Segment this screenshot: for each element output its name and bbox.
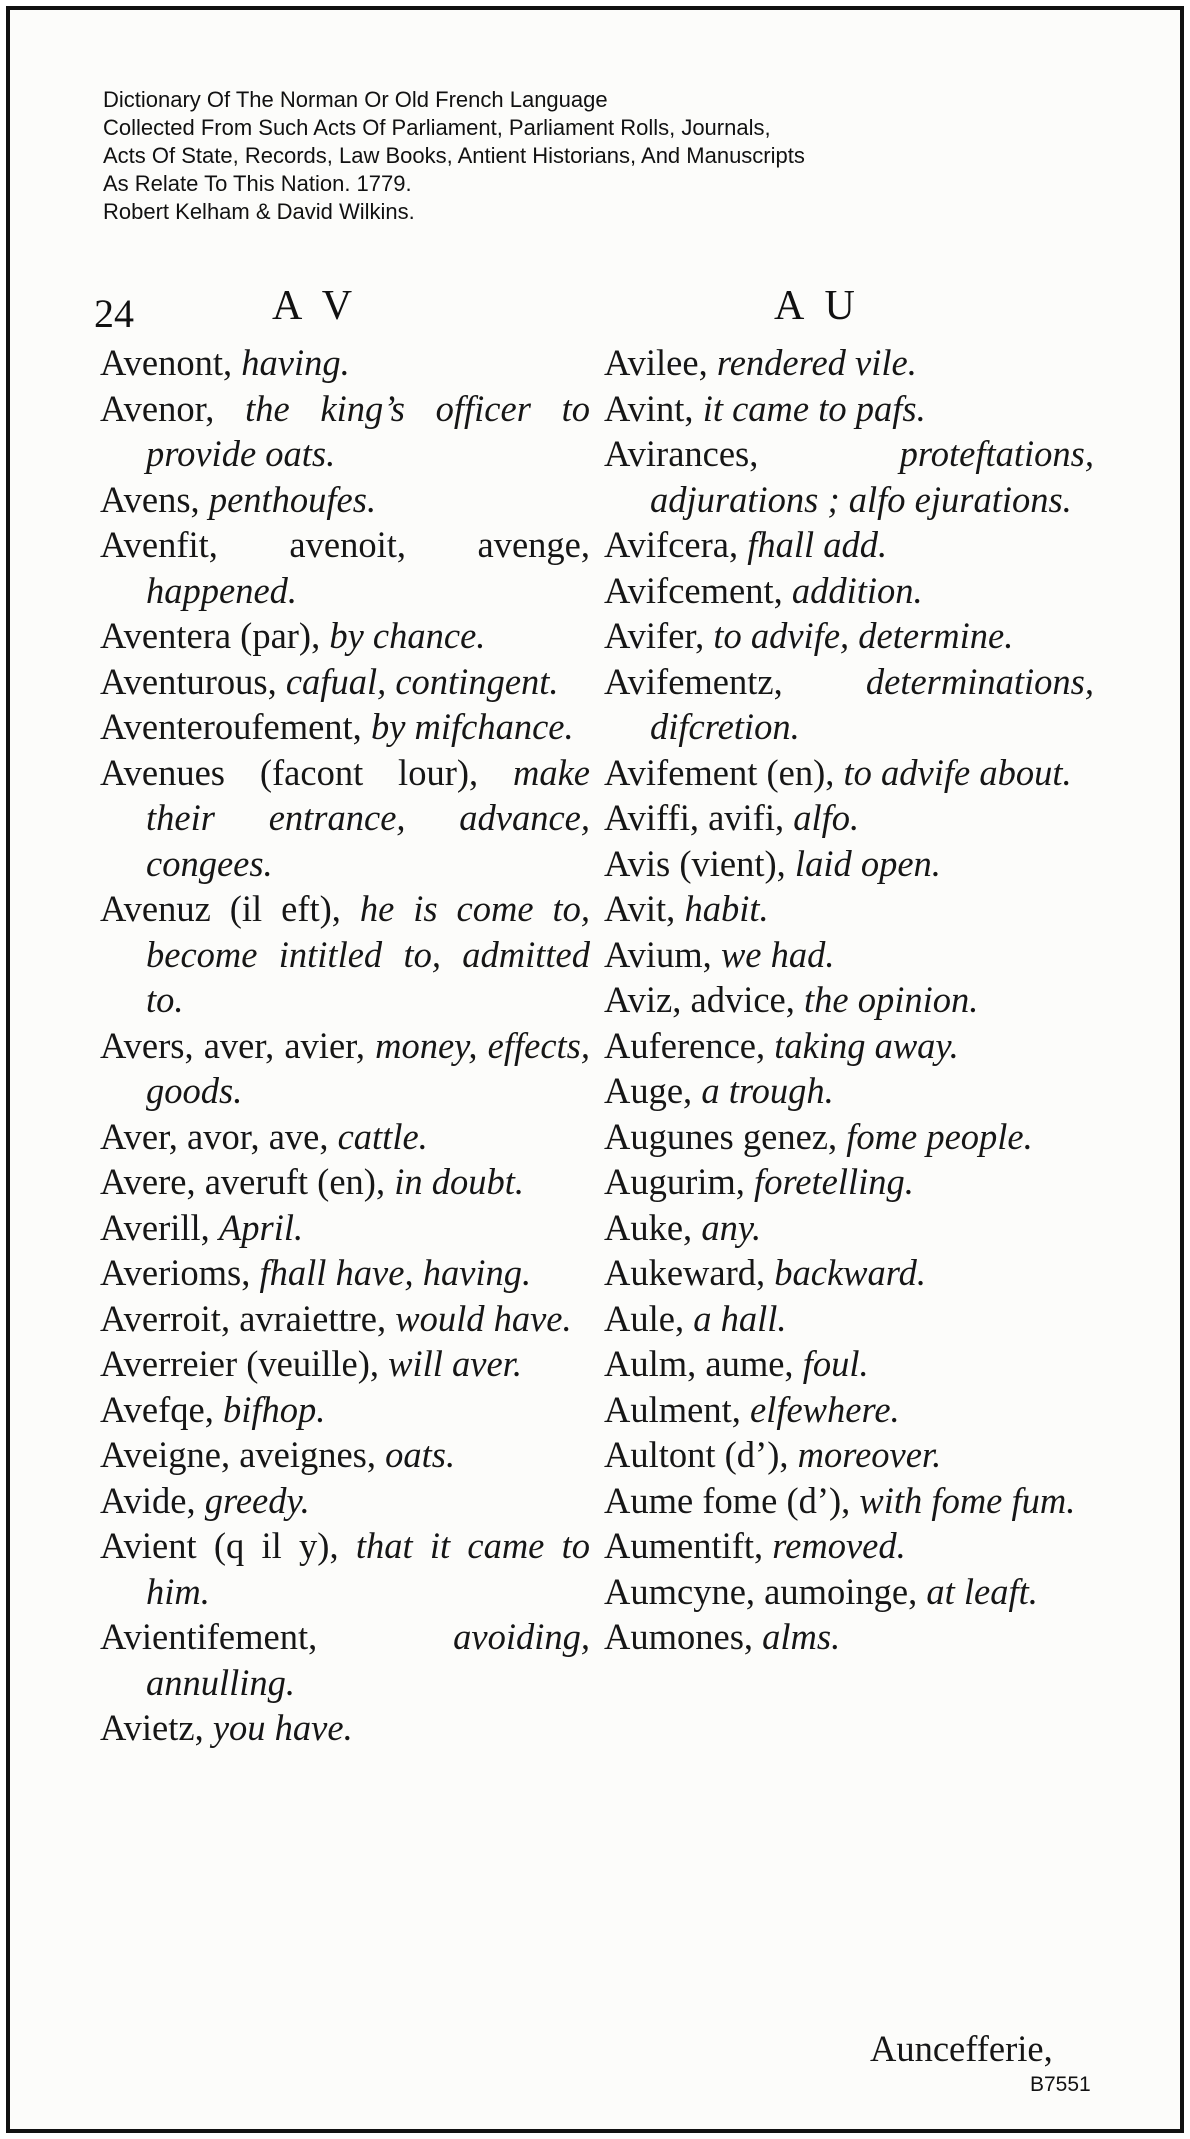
entry-definition: happened. (146, 569, 298, 611)
running-head-left: A V (272, 283, 359, 329)
dictionary-entry (604, 1523, 1094, 1569)
dictionary-entry (604, 795, 1094, 841)
header-subtitle-line-1: Collected From Such Acts Of Parliament, Parliament Rolls, Journals, (103, 115, 771, 140)
entry-term: Averill, (100, 1206, 210, 1248)
entry-definition: a hall. (693, 1297, 787, 1339)
entry-term: Augurim, (604, 1161, 745, 1202)
dictionary-entry (100, 1523, 590, 1614)
dictionary-entry (604, 1068, 1094, 1114)
entry-definition: you have. (212, 1707, 353, 1748)
dictionary-entry (100, 886, 590, 1023)
dictionary-entry (100, 1478, 590, 1524)
entry-definition: April. (218, 1206, 304, 1248)
entry-term: Avit, (604, 888, 676, 929)
dictionary-entry (604, 1478, 1094, 1524)
entry-term: Aultont (d’), (604, 1434, 789, 1475)
entry-definition: the king’s officer to provide oats. (146, 387, 590, 474)
entry-term: Avenont, (100, 342, 233, 383)
entry-definition: at leaft. (926, 1570, 1038, 1612)
entry-definition: in doubt. (394, 1161, 524, 1202)
entry-definition: alfo. (793, 797, 860, 838)
dictionary-entry (100, 704, 590, 750)
entry-term: Avenfit, avenoit, avenge, (100, 524, 590, 565)
dictionary-entry (100, 659, 590, 705)
entry-definition: fome people. (846, 1115, 1033, 1157)
dictionary-entry (604, 522, 1094, 568)
entry-term: Auke, (604, 1206, 693, 1248)
entry-definition: foul. (802, 1343, 869, 1384)
entry-definition: fhall add. (747, 524, 888, 565)
entry-definition: by chance. (329, 615, 486, 656)
page-number: 24 (94, 291, 134, 336)
dictionary-entry (100, 750, 590, 887)
dictionary-entry (604, 340, 1094, 386)
entry-definition: proteftations, adjurations ; alfo ejurations. (650, 433, 1094, 520)
dictionary-entry (604, 568, 1094, 614)
header-subtitle-line-3: As Relate To This Nation. 1779. (103, 171, 412, 196)
entry-term: Auference, (604, 1024, 766, 1066)
dictionary-entry (604, 1023, 1094, 1069)
entry-term: Aulm, aume, (604, 1343, 794, 1384)
entry-definition: determinations, difcretion. (650, 660, 1094, 747)
entry-definition: will aver. (388, 1343, 522, 1384)
entry-term: Aulment, (604, 1388, 741, 1430)
header-authors: Robert Kelham & David Wilkins. (103, 199, 415, 224)
entry-definition: would have. (395, 1297, 572, 1339)
dictionary-entry (604, 977, 1094, 1023)
entry-definition: that it came to him. (146, 1525, 591, 1612)
entry-term: Averreier (veuille), (100, 1343, 379, 1384)
entry-definition: the opinion. (803, 979, 979, 1020)
entry-term: Avide, (100, 1479, 196, 1521)
entry-term: Avifcement, (604, 569, 783, 611)
entry-term: Avilee, (604, 342, 708, 383)
dictionary-entry (100, 1387, 590, 1433)
entry-term: Averroit, avraiettre, (100, 1297, 387, 1339)
dictionary-entry (100, 522, 590, 613)
entry-term: Averioms, (100, 1252, 251, 1293)
entry-definition: greedy. (204, 1479, 310, 1521)
dictionary-entry (100, 1023, 590, 1114)
entry-definition: to advife, determine. (713, 615, 1014, 656)
entry-term: Avifement (en), (604, 751, 835, 793)
dictionary-entry (604, 750, 1094, 796)
entry-definition: a trough. (701, 1070, 834, 1111)
dictionary-entry (604, 1432, 1094, 1478)
entry-term: Aumcyne, aumoinge, (604, 1570, 918, 1612)
dictionary-entry (100, 1614, 590, 1705)
entry-term: Aventera (par), (100, 615, 321, 656)
entry-term: Avient (q il y), (100, 1525, 339, 1566)
entry-definition: moreover. (797, 1434, 942, 1475)
entry-term: Aveigne, aveignes, (100, 1434, 377, 1475)
dictionary-entry (100, 1205, 590, 1251)
dictionary-entry (604, 1569, 1094, 1615)
entry-term: Aumentift, (604, 1525, 764, 1566)
entry-definition: we had. (720, 933, 835, 975)
entry-term: Avientifement, (100, 1616, 318, 1657)
entry-definition: to advife about. (843, 751, 1072, 793)
dictionary-entry (604, 1114, 1094, 1160)
entry-term: Aventurous, (100, 660, 277, 702)
entry-term: Avifcera, (604, 524, 739, 565)
entry-definition: cafual, contingent. (285, 660, 559, 702)
dictionary-entry (604, 932, 1094, 978)
entry-definition: any. (701, 1206, 762, 1248)
entry-term: Avenuz (il eft), (100, 888, 341, 929)
entry-definition: elfewhere. (749, 1388, 900, 1430)
entry-term: Avefqe, (100, 1388, 214, 1430)
entry-term: Avium, (604, 933, 712, 975)
dictionary-entry (100, 1250, 590, 1296)
entry-definition: backward. (774, 1252, 927, 1293)
dictionary-entry (100, 1341, 590, 1387)
entry-definition: foretelling. (754, 1161, 914, 1202)
entry-term: Aume fome (d’), (604, 1479, 851, 1521)
entry-definition: alms. (762, 1616, 841, 1657)
entry-term: Avirances, (604, 433, 759, 474)
entry-definition: taking away. (774, 1024, 959, 1066)
entry-term: Avenor, (100, 387, 215, 429)
entry-definition: he is come to, become intitled to, admitted to. (146, 888, 591, 1020)
dictionary-entry (100, 1159, 590, 1205)
entry-term: Aviz, advice, (604, 979, 795, 1020)
catchword: Auncefferie, (870, 2028, 1053, 2069)
right-column (604, 340, 1094, 1660)
document-header (103, 86, 805, 226)
left-column (100, 340, 590, 1751)
entry-definition: addition. (791, 569, 923, 611)
entry-term: Avietz, (100, 1707, 204, 1748)
entry-term: Avifementz, (604, 660, 783, 702)
entry-term: Aukeward, (604, 1252, 766, 1293)
entry-term: Avers, aver, avier, (100, 1024, 365, 1066)
dictionary-entry (604, 841, 1094, 887)
header-subtitle-line-2: Acts Of State, Records, Law Books, Antient Historians, And Manuscripts (103, 143, 805, 168)
entry-definition: oats. (385, 1434, 456, 1475)
entry-term: Aumones, (604, 1616, 754, 1657)
reference-code: B7551 (1030, 2073, 1091, 2096)
entry-term: Avint, (604, 387, 694, 429)
dictionary-entry (604, 1341, 1094, 1387)
entry-definition: with fome fum. (859, 1479, 1076, 1521)
dictionary-entry (604, 1250, 1094, 1296)
entry-term: Avere, averuft (en), (100, 1161, 386, 1202)
entry-definition: money, effects, goods. (146, 1024, 590, 1111)
entry-definition: removed. (772, 1525, 906, 1566)
entry-term: Avifer, (604, 615, 705, 656)
running-head-right: A U (774, 283, 861, 329)
entry-definition: bifhop. (222, 1388, 326, 1430)
entry-term: Avenues (facont lour), (100, 751, 479, 793)
entry-definition: rendered vile. (716, 342, 917, 383)
entry-term: Aule, (604, 1297, 685, 1339)
dictionary-entry (604, 613, 1094, 659)
dictionary-entry (604, 1205, 1094, 1251)
dictionary-entry (100, 1114, 590, 1160)
dictionary-entry (604, 386, 1094, 432)
dictionary-entry (604, 886, 1094, 932)
dictionary-entry (604, 1387, 1094, 1433)
entry-term: Auge, (604, 1070, 693, 1111)
dictionary-entry (100, 340, 590, 386)
entry-term: Avis (vient), (604, 842, 786, 884)
entry-definition: by mifchance. (370, 706, 574, 747)
dictionary-entry (100, 613, 590, 659)
entry-term: Aver, avor, ave, (100, 1115, 329, 1157)
header-title: Dictionary Of The Norman Or Old French Language (103, 87, 608, 112)
entry-term: Avens, (100, 478, 200, 520)
entry-definition: penthoufes. (208, 478, 377, 520)
entry-definition: having. (241, 342, 350, 383)
dictionary-entry (604, 659, 1094, 750)
entry-definition: cattle. (337, 1115, 428, 1157)
entry-term: Augunes genez, (604, 1115, 838, 1157)
entry-definition: it came to pafs. (702, 387, 926, 429)
dictionary-entry (100, 1296, 590, 1342)
entry-definition: laid open. (794, 842, 941, 884)
entry-definition: fhall have, having. (259, 1252, 532, 1293)
entry-definition: habit. (684, 888, 769, 929)
dictionary-entry (100, 477, 590, 523)
dictionary-entry (100, 1432, 590, 1478)
dictionary-entry (604, 1296, 1094, 1342)
entry-definition: avoiding, annulling. (146, 1616, 590, 1703)
entry-term: Aviffi, avifi, (604, 797, 785, 838)
entry-term: Aventeroufement, (100, 706, 362, 747)
dictionary-entry (100, 386, 590, 477)
dictionary-entry (604, 431, 1094, 522)
dictionary-entry (604, 1159, 1094, 1205)
dictionary-entry (604, 1614, 1094, 1660)
entry-definition: make their entrance, advance, congees. (146, 751, 591, 884)
dictionary-entry (100, 1705, 590, 1751)
